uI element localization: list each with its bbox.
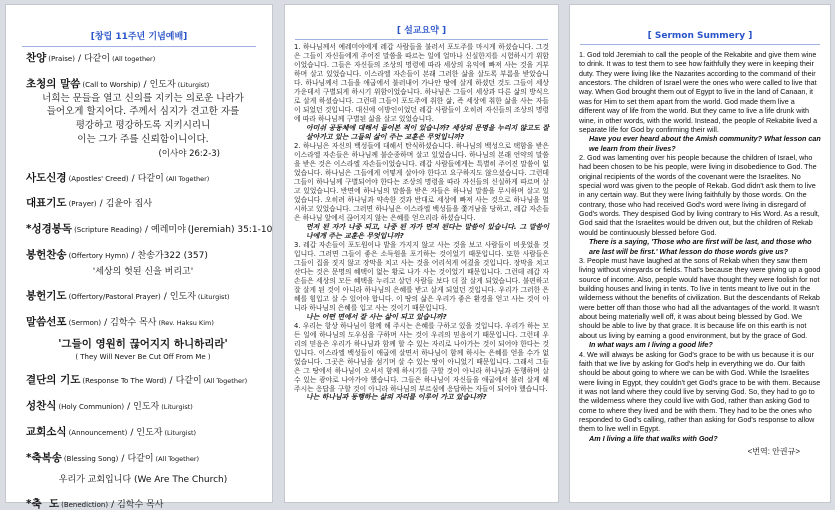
item-name-en: (Apostles' Creed)	[68, 174, 129, 183]
worship-item-praise: 찬양 (Praise) / 다같이 (All together)	[26, 52, 156, 64]
reflection-question: 나는 어떤 면에서 잘 사는 삶이 되고 있습니까?	[306, 312, 447, 321]
korean-summary-body	[285, 40, 558, 403]
hymn-title: '세상의 헛된 신을 버리고'	[92, 266, 194, 277]
worship-item-scripture: *성경봉독 (Scripture Reading) / 예레미야 (Jeremiah) 35:1-10	[26, 223, 273, 236]
item-role: 김학수 목사	[110, 317, 157, 328]
call-to-worship-text	[26, 92, 260, 147]
call-line: 들어오게 할지어다. 주께서 심지가 견고한 자를	[46, 106, 240, 118]
item-name-en: (Sermon)	[68, 318, 102, 327]
call-reference: (이사야 26:2-3)	[158, 148, 220, 159]
item-name: *축복송	[26, 451, 62, 464]
item-name-en: (Holy Communion)	[58, 403, 125, 412]
item-role: 다같이	[127, 453, 154, 464]
item-name-en: (Offertory Hymn)	[68, 252, 129, 261]
summary-paragraph: 4. We will always be asking for God's grace to be with us because it is our faith that we live by asking for God's help in everything we do. Our faith should be about going to where we can be with God. While the Israelites were living in Egypt, they couldn't get God's grace to be with them. Because it was not land where they could live by serving God. So, they had to go to the wilderness where they could live with God, rather than asking God to come to where they lived and be with them. They had to be the ones who responded to God's calling, rather than asking for God's response to allow them to live well in Egypt.	[579, 349, 821, 434]
worship-header: [창립 11주년 기념예배]	[90, 32, 188, 42]
reflection-question: Have you ever heard about the Amish community? What lesson can we learn from their lives?	[589, 134, 821, 153]
item-name: 봉헌찬송	[26, 249, 67, 262]
item-role: 찬송가322 (357)	[137, 251, 208, 262]
reflection-question: 나는 하나님과 동행하는 삶의 자리를 이루어 가고 있습니까?	[306, 393, 487, 402]
reflection-question: Am I living a life that walks with God?	[589, 433, 718, 443]
item-name-en: (Response To The Word)	[82, 377, 167, 386]
item-name: 성찬식	[26, 400, 57, 413]
summary-paragraph: 2. God was lamenting over his people because the children of Israel, who had been chosen to be his people, were living in disobedience to God. The original recipients of the words of the covenant were the Israelites. No special word was given to the people of Rekab. God didn't ask them to live in any certain way. But they were living faithfully by those words. On the contrary, those who had received God's word were living in disregard of God's words. They despised God by living contrary to His Word. As a result, God said that the Israelites would be driven out, but the children of Rekab would be continuously blessed before God.	[579, 152, 820, 237]
worship-item-sermon: 말씀선포 (Sermon) / 김학수 목사 (Rev. Haksu Kim)	[26, 315, 214, 328]
order-of-worship-panel	[5, 4, 273, 510]
english-summary-body	[570, 45, 830, 457]
item-role-en: (Liturgist)	[197, 292, 230, 301]
item-role-en: (Jeremiah) 35:1-10	[187, 225, 273, 236]
summary-paragraph: 2. 하나님은 자신의 백성들에 대해서 탄식하셨습니다. 하나님의 백성으로 택함을 받은 이스라엘 자손들은 하나님께 불순종하며 살고 있었습니다. 하나님의 본래 언약의 말씀을 받은 것은 이스라엘 자손들이었습니다. 레갑 사람들에게는 특별히 주어진 말씀이 없었습니다. 하나님은 그들에게 어떻게 살아야 한다고 요구하지도 않으셨습니다. 그런데 그들이 하나님께 구별되어야 한다는 조상의 명령을 따라 자신들의 신실하게 따르며 살고 있었습니다. 반면에 하나님의 말씀을 받은 자들은 하나님 말씀을 무시하며 살고 있었습니다. 오히려 하나님과 약속한 것과 반대로 세상에 빠져 사는 것으로 하나님을 멸시하고 있었습니다. 그러면 하나님은 이스라엘 백성들을 쫓겨남을 당하고, 레갑 자손들은 하나님 앞에서 끊어지지 않는 은혜를 얻으리라 하셨습니다.	[294, 141, 549, 222]
worship-item-communion: 성찬식 (Holy Communion) / 인도자 (Liturgist)	[26, 400, 193, 413]
blessing-song-title: 우리가 교회입니다 (We Are The Church)	[58, 474, 228, 485]
worship-item-offertory-hymn: 봉헌찬송 (Offertory Hymn) / 찬송가322 (357)	[26, 249, 208, 262]
worship-item-blessing: *축복송 (Blessing Song) / 다같이 (All Together)	[26, 451, 200, 464]
korean-summary-header: [ 설교요약 ]	[396, 26, 447, 36]
item-name: 초청의 말씀	[26, 77, 81, 90]
reflection-question: 아미쉬 공동체에 대해서 들어본 적이 있습니까? 세상의 문명을 누리지 않고도 잘 살아가고 있는 그들의 삶이 주는 교훈은 무엇입니까?	[306, 123, 549, 141]
item-name: 사도신경	[26, 171, 67, 184]
item-role-en: (Liturgist)	[161, 403, 193, 412]
worship-item-benediction: *축 도 (Benediction) / 김학수 목사	[26, 497, 164, 510]
item-role: 김학수 목사	[117, 499, 164, 510]
korean-summary-panel	[284, 4, 559, 503]
item-name-en: (Blessing Song)	[63, 454, 119, 463]
item-role: 예레미야	[151, 225, 186, 236]
item-role: 다같이	[175, 376, 202, 387]
summary-paragraph: 4. 우리는 항상 하나님이 함께 해 주시는 은혜를 구하고 있을 것입니다. 우리가 하는 모든 일에 하나님의 도우심을 구하며 사는 것이 우리의 믿음이기 때문입니다. 그런데 우리의 믿음은 우리가 하나님과 함께 할 수 있는 자리로 나아가는 것이 되어야 한다는 것입니다. 이스라엘 백성들이 애굽에 살면서 하나님이 함께 하시는 은혜를 얻을 수가 없었습니다. 그곳은 하나님을 섬기며 살 수 있는 땅이 아니었기 때문입니다. 그래서 그들은 그 땅에서 하나님이 오셔서 함께 하시기를 구할 것이 아니라 하나님과 동행하며 살 수 있는 광야로 나아가야 했습니다. 그들은 하나님이 자신들을 애굽에서 불러 살게 해 주시는 응답을 구할 것이 아니라 하나님의 부르심에 응답하는 자들이 되어야 했습니다.	[294, 321, 549, 393]
item-name-en: (Scripture Reading)	[74, 226, 142, 235]
item-role-en: (Liturgist)	[164, 429, 197, 438]
call-line: 평강하고 평강하도록 지키시리니	[75, 120, 211, 132]
item-name: 말씀선포	[26, 315, 67, 328]
item-role: 다같이	[137, 173, 164, 184]
english-summary-header: [ Sermon Summery ]	[647, 31, 753, 41]
english-summary-panel	[569, 4, 831, 503]
item-name: *성경봉독	[26, 223, 73, 236]
call-line: 이는 그가 주를 신뢰함이니이다.	[77, 133, 209, 145]
worship-item-announcement: 교회소식 (Announcement) / 인도자 (Liturgist)	[26, 426, 197, 439]
item-role-en: (All Together)	[165, 174, 210, 183]
summary-paragraph: 1. God told Jeremiah to call the people of the Rekabite and give them wine to drink. It was to test them to see how faithfully they were in keeping their duty. They were living like the Nazarites according to the command of their ancestors. The children of Israel were the ones who were called to live that way. When God brought them out of Egypt to live in the land of Canaan, it was for Him to set them apart from the world. God made them live a different way of life from the world. But they came to live a life drunk with wine, in other words, with the world. Instead, the people of Rekabite lived a separate life for God by confirming their will.	[579, 50, 818, 134]
reflection-question: In what ways am I living a good life?	[589, 340, 713, 350]
translator-credit: <번역: 안권규>	[747, 447, 800, 457]
item-name: 결단의 기도	[26, 374, 81, 387]
reflection-question: 먼저 된 자가 나중 되고, 나중 된 자가 먼저 된다는 말씀이 있습니다. 그 말씀이 나에게 주는 교훈은 무엇입니까?	[306, 222, 549, 240]
call-line: 너희는 문들을 열고 신의를 지키는 의로운 나라가	[42, 92, 244, 104]
item-name: 봉헌기도	[26, 289, 67, 302]
item-role: 김윤아 집사	[105, 199, 153, 210]
worship-item-creed: 사도신경 (Apostles' Creed) / 다같이 (All Together)	[26, 171, 210, 184]
item-role: 다같이	[83, 54, 111, 64]
item-role: 인도자	[136, 428, 163, 439]
sermon-title-en: ( They Will Never Be Cut Off From Me )	[75, 353, 211, 362]
item-name-en: (Announcement)	[68, 429, 128, 438]
item-name: 대표기도	[26, 197, 67, 210]
item-role-en: (All Together)	[155, 454, 200, 463]
item-role-en: (All Together)	[203, 377, 248, 386]
worship-item-response: 결단의 기도 (Response To The Word) / 다같이 (All Together)	[26, 374, 248, 387]
item-name-en: (Praise)	[48, 55, 75, 63]
reflection-question: There is a saying, 'Those who are first will be last, and those who are last will be first.' What lesson do those words give us?	[589, 237, 812, 256]
item-name: 교회소식	[26, 426, 67, 439]
summary-paragraph: 3. People must have laughed at the sons of Rekab when they saw them living without vineyards or fields. That's because they were giving up a good source of income. Also, people would have thought they were foolish for not building houses and living in tents. To live in tents meant to live out in the wilderness without the benefits of civilization. But the descendants of Rekab were better off than those who had all the advantages of the world. It wasn't about being materially well off, it was about being blessed by God. We should be able to live by that grace. It is because life on this earth is not about us living by earning a good environment, but by the grace of God.	[579, 255, 821, 340]
worship-item-call: 초청의 말씀 (Call to Worship) / 인도자 (Liturgist)	[26, 77, 210, 90]
summary-paragraph: 3. 레갑 자손들이 포도원이나 밭을 가지지 않고 사는 것을 보고 사람들이 비웃었을 것입니다. 그러면 그들이 좋은 소득원을 포기하는 것이었기 때문입니다. 또한 사람들은 그들이 집을 짓지 않고 장막을 치고 사는 것을 어리석게 여겼을 것입니다. 장막을 치고 산다는 것은 문명의 혜택이 없는 황로 나가 사는 것이었기 때문입니다. 그런데 레갑 자손들은 세상의 모든 혜택을 누리고 살던 사람들 보다 더 잘 살게 되었습니다. 불편하고 잘 살게 된 것이 아니라 하나님의 은혜를 받고 살게 되었던 것입니다. 우리가 그러한 은혜를 힘입고 살 수 있어야 합니다. 이 땅의 삶은 우리가 좋은 환경을 얻고 사는 것이 아니라 하나님의 은혜를 입고 사는 것이기 때문입니다.	[294, 240, 549, 312]
item-role-en: (Liturgist)	[177, 80, 210, 89]
item-role: 인도자	[149, 79, 176, 90]
item-name: *축 도	[26, 497, 60, 510]
sermon-title: '그들이 영원히 끊어지지 하니하리라'	[58, 338, 228, 351]
item-name-en: (Prayer)	[68, 200, 97, 209]
item-role-en: (All together)	[112, 55, 156, 63]
summary-paragraph: 1. 하나님께서 예레미야에게 레갑 사람들을 불러서 포도주를 마시게 하셨습니다. 그것은 그들이 자신들에게 주어진 말씀을 따르는 일에 얼마나 신실한지를 시험하시기 위함이었습니다. 그들은 자신들의 조상의 명령에 따라 세상의 유익에 빠져 사는 것을 거부하며 살고 있었습니다. 이스라엘 자손들이 본래 그러한 삶을 살도록 부름을 받았습니다. 하나님께서 그들을 애굽에서 불러내어 가나안 땅에 살게 하셨던 것도 그들이 세상 가운데서 구별되게 하시기 위함이었습니다. 하나님은 그들이 세상과 다른 삶의 방식으로 살게 하셨습니다. 그런데 그들이 포도주에 취한 삶, 즉 세상에 취한 삶을 사는 자들이 되었던 것입니다. 대신에 이방인이었던 레갑 사람들이 오히려 자신들의 조상의 명령에 따라 하나님께 구별된 삶을 살고 있었습니다.	[294, 43, 549, 123]
item-name: 찬양	[26, 52, 47, 64]
item-name-en: (Call to Worship)	[82, 80, 141, 89]
item-role-en: (Rev. Haksu Kim)	[158, 318, 214, 327]
item-role: 인도자	[133, 402, 160, 413]
item-name-en: (Benediction)	[61, 500, 109, 509]
item-name-en: (Offertory/Pastoral Prayer)	[68, 292, 161, 301]
worship-item-offertory-prayer: 봉헌기도 (Offertory/Pastoral Prayer) / 인도자 (Liturgist)	[26, 289, 230, 302]
item-role: 인도자	[169, 291, 196, 302]
worship-item-prayer: 대표기도 (Prayer) / 김윤아 집사	[26, 197, 153, 210]
